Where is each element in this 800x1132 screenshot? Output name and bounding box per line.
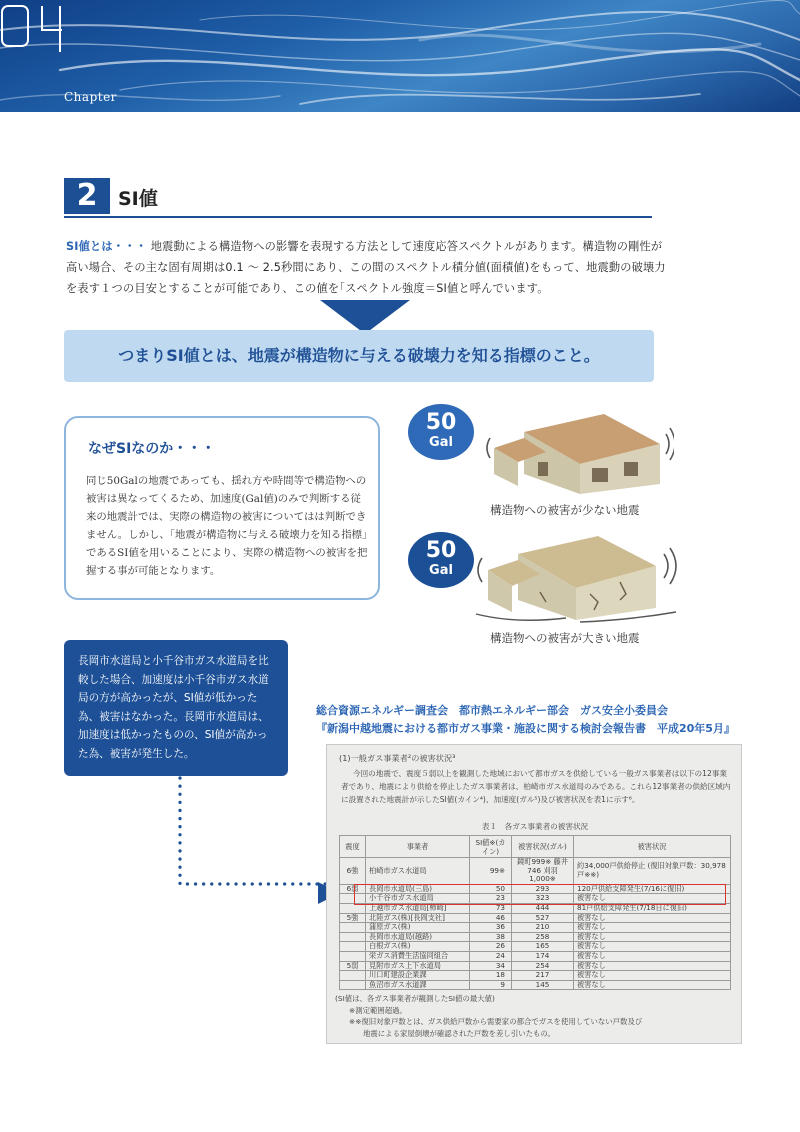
cell-intensity: 5弱 [340, 961, 366, 971]
table-row [340, 980, 731, 990]
table-row [340, 858, 731, 885]
col-gal: 被害状況(ガル) [512, 836, 574, 858]
cell-gal: 254 [512, 961, 574, 971]
cell-intensity: 5強 [340, 913, 366, 923]
col-damage: 被害状況 [574, 836, 731, 858]
cell-operator: 見附市ガス上下水道局 [366, 961, 470, 971]
report-paragraph: 今回の地震で、震度５弱以上を観測した地域において都市ガスを供給している一般ガス事業者は以下の12事業者であり、地震により供給を停止したガス事業者は、柏崎市ガス水道局のみである。これら12事業者の供給区域内に設置された地震計が示したSI値(カイン⁴)、加速度(ガル⁵)及び被害状況を表1に示す⁶。 [341, 769, 731, 804]
cell-operator: 上越市ガス水道局[柿崎] [366, 903, 470, 913]
cell-gal: 210 [512, 923, 574, 933]
cell-si: 46 [470, 913, 512, 923]
table-row [340, 951, 731, 961]
cell-si: 23 [470, 894, 512, 904]
cell-damage: 81戸供給支障発生(7/18日に復旧) [574, 903, 731, 913]
house-caption-high: 構造物への被害が大きい地震 [490, 631, 640, 645]
cell-operator: 柏崎市ガス水道局 [366, 858, 470, 885]
cell-si: 26 [470, 942, 512, 952]
cell-si: 9 [470, 980, 512, 990]
report-note: 地震による家屋倒壊が確認された戸数を差し引いたもの。 [363, 1028, 555, 1038]
cell-operator: 北陸ガス(株)[長岡支社] [366, 913, 470, 923]
wave-decoration [0, 0, 800, 112]
house-low-damage-illustration [484, 404, 674, 496]
report-note: (SI値は、各ガス事業者が観測したSI値の最大値) [335, 994, 495, 1003]
cell-intensity: 6強 [340, 858, 366, 885]
cell-intensity [340, 932, 366, 942]
cell-damage: 被害なし [574, 923, 731, 933]
down-arrow-icon [320, 300, 410, 334]
cell-operator: 蒲原ガス(株) [366, 923, 470, 933]
cell-intensity [340, 971, 366, 981]
house-caption-low: 構造物への被害が少ない地震 [490, 503, 640, 517]
source-citation [316, 702, 766, 738]
gal-unit: Gal [429, 435, 453, 450]
report-section-heading: (1)一般ガス事業者²の被害状況³ [339, 753, 456, 763]
cell-gal: 145 [512, 980, 574, 990]
cell-si: 38 [470, 932, 512, 942]
gal-badge-large [408, 532, 474, 588]
cell-operator: 長岡市水道局(越路) [366, 932, 470, 942]
cell-damage: 被害なし [574, 913, 731, 923]
cell-si: 18 [470, 971, 512, 981]
damage-table [339, 835, 731, 990]
table-row [340, 923, 731, 933]
gal-value: 50 [425, 410, 457, 435]
cell-damage: 被害なし [574, 971, 731, 981]
cell-operator: 川口町建設企業課 [366, 971, 470, 981]
intro-paragraph [66, 236, 666, 299]
col-intensity: 震度 [340, 836, 366, 858]
section-number-badge: 2 [64, 178, 110, 214]
gal-badge-small [408, 404, 474, 460]
cell-damage: 被害なし [574, 894, 731, 904]
cell-gal: 323 [512, 894, 574, 904]
cell-si: 34 [470, 961, 512, 971]
table-row [340, 942, 731, 952]
source-line-2: 『新潟中越地震における都市ガス事業・施設に関する検討会報告書 平成20年5月』 [316, 722, 735, 735]
intro-lead: SI値とは・・・ [66, 240, 147, 253]
intro-text: 地震動による構造物への影響を表現する方法として速度応答スペクトルがあります。構造物の剛性が高い場合、その主な固有周期は0.1 ～ 2.5秒間にあり、この間のスペクトル積分値(面積値)をもって、地震動の破壊力を表す１つの目安とすることが可能であり、この値を｢スペクトル強度＝SI値と呼んでいます。 [66, 240, 666, 295]
cell-damage: 被害なし [574, 961, 731, 971]
cell-intensity [340, 942, 366, 952]
header-banner [0, 0, 800, 112]
report-note: ※※復旧対象戸数とは、ガス供給戸数から需要家の都合でガスを使用していない戸数及び [349, 1017, 643, 1026]
comparison-note: 長岡市水道局と小千谷市ガス水道局を比較した場合、加速度は小千谷市ガス水道局の方が高かったが、SI値が低かった為、被害はなかった。長岡市水道局は、加速度は低かったものの、SI値が高かった為、被害が発生した。 [64, 640, 288, 776]
why-si-box [64, 416, 380, 600]
why-si-title: なぜSIなのか・・・ [88, 441, 216, 457]
cell-gal: 527 [512, 913, 574, 923]
cell-operator: 魚沼市ガス水道課 [366, 980, 470, 990]
chapter-label: Chapter [64, 90, 117, 104]
highlight-frame [354, 884, 726, 905]
cell-gal: 217 [512, 971, 574, 981]
col-operator: 事業者 [366, 836, 470, 858]
report-notes [335, 993, 735, 1039]
cell-damage: 約34,000戸供給停止 (復旧対象戸数：30,978戸※※) [574, 858, 731, 885]
cell-operator: 小千谷市ガス水道局 [366, 894, 470, 904]
cell-intensity [340, 980, 366, 990]
cell-gal: 444 [512, 903, 574, 913]
cell-damage: 被害なし [574, 932, 731, 942]
cell-intensity: 6弱 [340, 884, 366, 894]
cell-intensity [340, 951, 366, 961]
report-note: ※測定範囲超過。 [349, 1005, 407, 1015]
cell-gal: 174 [512, 951, 574, 961]
why-si-body: 同じ50Galの地震であっても、揺れ方や時間等で構造物への被害は異なってくるため、加速度(Gal値)のみで判断する従来の地震計では、実際の構造物の被害についてはは判断できません。しかし、｢地震が構造物に与える破壊力を知る指標｣であるSI値を用いることにより、実際の構造物への被害を把握する事が可能となります。 [86, 475, 368, 577]
cell-intensity [340, 923, 366, 933]
summary-banner: つまりSI値とは、地震が構造物に与える破壊力を知る指標のこと。 [64, 330, 654, 382]
cell-si: 36 [470, 923, 512, 933]
gal-value: 50 [425, 538, 457, 563]
cell-operator: 栄ガス消費生活協同組合 [366, 951, 470, 961]
cell-damage: 被害なし [574, 942, 731, 952]
cell-gal: 258 [512, 932, 574, 942]
cell-operator: 長岡市水道局(三島) [366, 884, 470, 894]
col-si: SI値※(カイン) [470, 836, 512, 858]
cell-damage: 被害なし [574, 951, 731, 961]
cell-si: 24 [470, 951, 512, 961]
section-rule [64, 216, 652, 218]
cell-si: 73 [470, 903, 512, 913]
cell-gal: 165 [512, 942, 574, 952]
table-header-row [340, 836, 731, 858]
table-row [340, 971, 731, 981]
cell-gal: 鏡町999※ 藤井746 刈羽1,000※ [512, 858, 574, 885]
cell-damage: 120戸供給支障発生(7/16に復旧) [574, 884, 731, 894]
table-caption: 表１ 各ガス事業者の被害状況 [481, 822, 589, 831]
cell-si: 50 [470, 884, 512, 894]
house-high-damage-illustration [470, 528, 680, 624]
chapter-number-graphic [0, 0, 70, 56]
section-title: SI値 [118, 188, 158, 210]
gal-unit: Gal [429, 563, 453, 578]
cell-si: 99※ [470, 858, 512, 885]
cell-damage: 被害なし [574, 980, 731, 990]
dotted-connector [178, 776, 338, 896]
source-line-1: 総合資源エネルギー調査会 都市熱エネルギー部会 ガス安全小委員会 [316, 704, 668, 717]
cell-operator: 白根ガス(株) [366, 942, 470, 952]
cell-gal: 293 [512, 884, 574, 894]
